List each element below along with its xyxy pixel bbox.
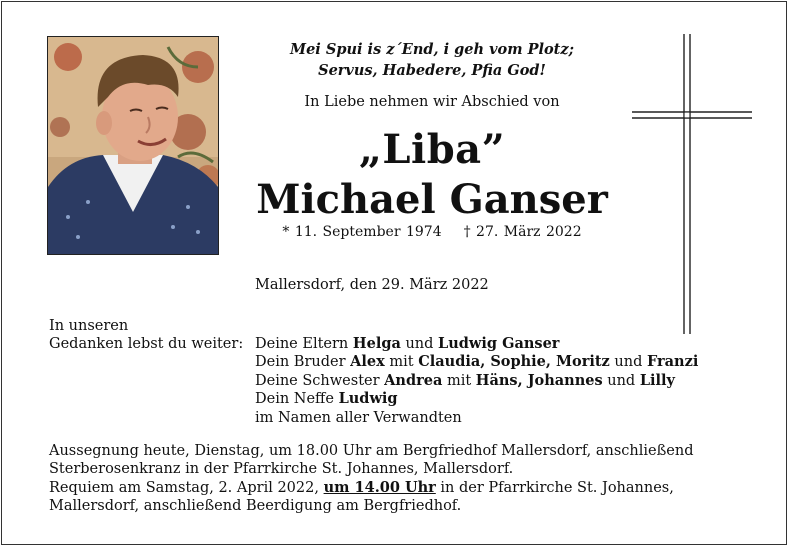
portrait-image bbox=[48, 37, 218, 254]
family-sister: Deine Schwester Andrea mit Häns, Johannes und Lilly bbox=[255, 371, 675, 389]
notice-line-3: Requiem am Samstag, 2. April 2022, um 14.00 Uhr in der Pfarrkirche St. Johannes, bbox=[49, 478, 674, 496]
family-nephew: Dein Neffe Ludwig bbox=[255, 390, 398, 408]
portrait-photo bbox=[47, 36, 219, 255]
birth-date: * 11. September 1974 bbox=[282, 224, 442, 240]
obituary-card bbox=[1, 1, 787, 545]
verse-line-2: Servus, Habedere, Pfia God! bbox=[318, 62, 546, 79]
verse bbox=[252, 39, 612, 81]
family-relatives: im Namen aller Verwandten bbox=[255, 409, 462, 426]
notice-line-2: Sterberosenkranz in der Pfarrkirche St. Johannes, Mallersdorf. bbox=[49, 461, 514, 478]
deceased-name: Michael Ganser bbox=[256, 176, 608, 223]
place-and-date: Mallersdorf, den 29. März 2022 bbox=[255, 277, 489, 293]
life-dates bbox=[252, 224, 612, 240]
nickname: „Liba” bbox=[358, 126, 506, 173]
verse-line-1: Mei Spui is z´End, i geh vom Plotz; bbox=[290, 41, 574, 58]
death-date: † 27. März 2022 bbox=[463, 224, 582, 240]
thoughts-label bbox=[49, 317, 243, 353]
family-parents: Deine Eltern Helga und Ludwig Ganser bbox=[255, 335, 560, 352]
funeral-notice bbox=[49, 442, 769, 516]
thoughts-line-2: Gedanken lebst du weiter: bbox=[49, 336, 244, 352]
thoughts-line-1: In unseren bbox=[49, 318, 129, 334]
family-brother: Dein Bruder Alex mit Claudia, Sophie, Moritz und Franzi bbox=[255, 353, 699, 371]
notice-line-4: Mallersdorf, anschließend Beerdigung am Bergfriedhof. bbox=[49, 498, 462, 515]
family-list bbox=[255, 335, 698, 427]
notice-line-1: Aussegnung heute, Dienstag, um 18.00 Uhr am Bergfriedhof Mallersdorf, anschließend bbox=[49, 443, 694, 459]
cross-icon bbox=[630, 32, 754, 338]
intro-text: In Liebe nehmen wir Abschied von bbox=[304, 94, 560, 110]
requiem-time: um 14.00 Uhr bbox=[323, 478, 436, 496]
